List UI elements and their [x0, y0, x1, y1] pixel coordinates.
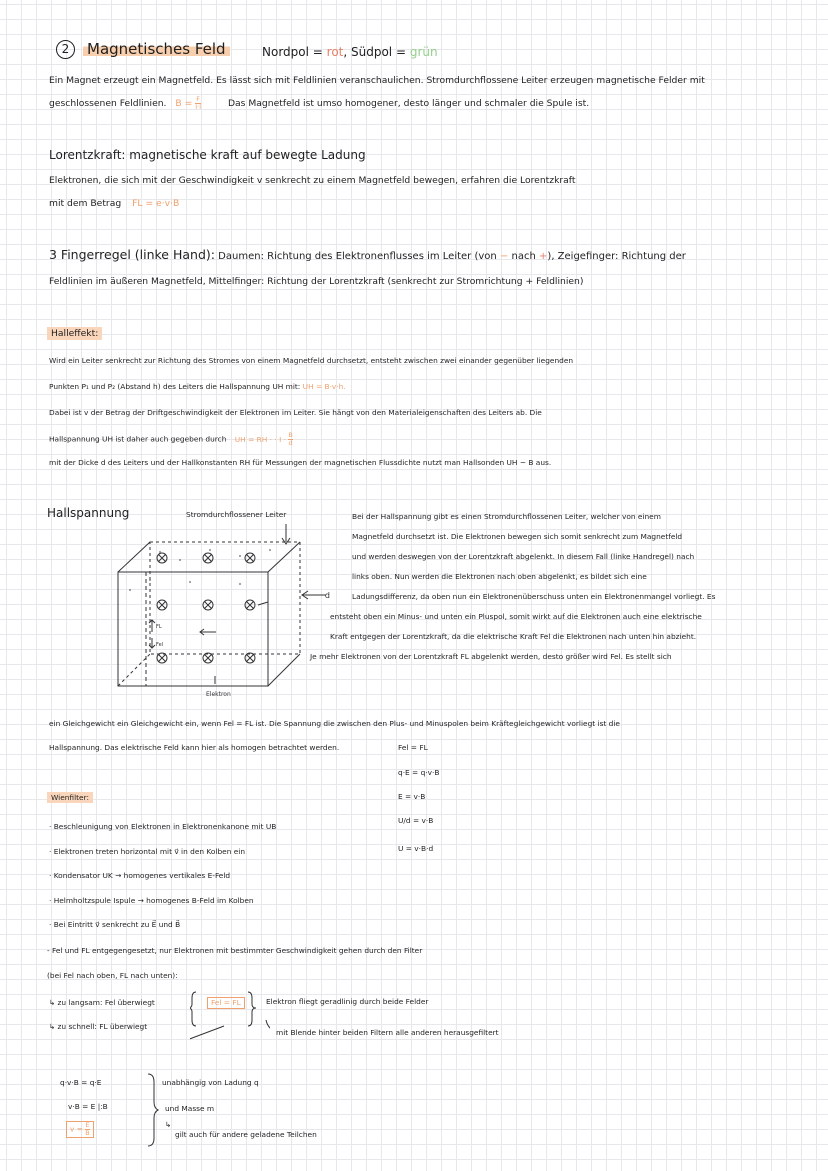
wien-item-3: · Kondensator UK → homogenes vertikales E-Feld [49, 871, 231, 880]
hall-formula-2 [234, 431, 293, 447]
formula-b-lhs: B = [175, 98, 193, 109]
label-d: d [324, 591, 330, 600]
label-fel: Fel [156, 642, 164, 648]
desc-line-3: links oben. Nun werden die Elektronen nach oben abgelenkt, es bildet sich eine [352, 572, 647, 581]
intro-homogeneous: Das Magnetfeld ist umso homogener, desto länger und schmaler die Spule ist. [227, 98, 590, 109]
wien-calc-3-lhs: v = [70, 1124, 83, 1134]
desc-line-4: Ladungsdifferenz, da oben nun ein Elektronenüberschuss unten ein Elektronenmangel vorliegt. Es [352, 592, 716, 601]
wien-calc-1: q·v·B = q·E [60, 1078, 102, 1087]
hallspannung-description [310, 512, 790, 662]
lorentz-line-2 [49, 198, 179, 210]
wien-item-5: · Bei Eintritt v⃗ senkrecht zu E⃗ und B⃗ [49, 920, 181, 929]
label-fl: FL [156, 624, 162, 630]
eq-2: q·E = q·v·B [398, 768, 440, 777]
wien-bracket [146, 1072, 160, 1148]
equilibrium-line-2: Hallspannung. Das elektrische Feld kann hier als homogen betrachtet werden. [49, 743, 340, 752]
wien-indep-2: und Masse m [165, 1104, 215, 1113]
wien-indep-3: gilt auch für andere geladene Teilchen [175, 1130, 317, 1139]
wien-item-4: · Helmholtzspule Ispule → homogenes B-Feld im Kolben [49, 896, 254, 905]
formula-b-den: I·l [195, 103, 202, 111]
hall-line-5: mit der Dicke d des Leiters und der Hallkonstanten RH für Messungen der magnetischen Flussdichte nutzt man Hallsonden UH ~ B aus. [49, 458, 552, 467]
finger-zeigefinger: ), Zeigefinger: Richtung der [547, 251, 686, 262]
lorentz-line-1: Elektronen, die sich mit der Geschwindigkeit v senkrecht zu einem Magnetfeld bewegen, erfahren die Lorentzkraft [49, 175, 576, 186]
finger-line-2: Feldlinien im äußeren Magnetfeld, Mittelfinger: Richtung der Lorentzkraft (senkrecht zur Stromrichtung + Feldlinien) [49, 276, 584, 287]
hall-frac-den: d [288, 439, 293, 447]
conductor-caption: Stromdurchflossener Leiter [186, 510, 287, 519]
formula-b-num: F [196, 95, 200, 103]
desc-line-0: Bei der Hallspannung gibt es einen Stromdurchflossenen Leiter, welcher von einem [352, 512, 661, 521]
hall-line-1: Wird ein Leiter senkrecht zur Richtung des Stromes von einem Magnetfeld durchsetzt, entsteht zwischen zwei einander gegenüber liegenden [49, 356, 574, 365]
wien-calc-3-den: B [85, 1129, 90, 1137]
eq-3: E = v·B [398, 792, 426, 801]
wien-calc-2: v·B = E |:B [68, 1102, 108, 1111]
desc-line-7: Je mehr Elektronen von der Lorentzkraft FL abgelenkt werden, desto größer wird Fel. Es stellt sich [310, 652, 672, 661]
finger-daumen: Daumen: Richtung des Elektronenflusses im Leiter (von [218, 251, 497, 262]
wien-indep-arrow: ↳ [165, 1120, 172, 1129]
hall-points: Punkten P₁ und P₂ (Abstand h) des Leiters die Hallspannung UH mit: [49, 382, 301, 391]
desc-line-2: und werden deswegen von der Lorentzkraft abgelenkt. In diesem Fall (linke Handregel) nach [352, 552, 695, 561]
hall-formula-2-a: UH = RH · [234, 434, 273, 444]
eq-1: Fel = FL [398, 743, 428, 752]
hall-heading-text: Halleffekt: [47, 327, 102, 340]
intro-line-2 [49, 96, 589, 111]
wien-calc-3-num: E [85, 1121, 90, 1129]
wien-heading [47, 793, 93, 803]
page-title [56, 40, 230, 60]
hall-formula-2-b: · I · [274, 434, 286, 444]
hallspannung-heading: Hallspannung [47, 506, 130, 520]
nordpol-label: Nordpol = [262, 45, 323, 59]
wien-calc-3 [66, 1121, 94, 1138]
lorentz-formula: FL = e·v·B [132, 198, 180, 209]
wien-item-1: · Beschleunigung von Elektronen in Elektronenkanone mit UB [49, 822, 277, 831]
title-text: Magnetisches Feld [83, 40, 230, 58]
hall-conductor-diagram [90, 520, 330, 700]
finger-heading: 3 Fingerregel (linke Hand): [49, 247, 215, 262]
nordpol-value: rot [326, 45, 344, 59]
suedpol-value: grün [409, 45, 438, 59]
formula-b-fraction [195, 96, 201, 111]
wien-fast: ↳ zu schnell: FL überwiegt [49, 1022, 148, 1031]
hall-line-3: Dabei ist v der Betrag der Driftgeschwindigkeit der Elektronen im Leiter. Sie hängt von den Materialeigenschaften des Leiters ab. Die [49, 408, 542, 417]
finger-plus: + [539, 251, 548, 262]
finger-minus: − [499, 251, 509, 262]
finger-line-1 [49, 248, 686, 264]
wien-slow: ↳ zu langsam: Fel überwiegt [49, 998, 155, 1007]
hall-line-2 [49, 382, 346, 392]
section-number: 2 [56, 40, 75, 59]
wien-straight: Elektron fliegt geradlinig durch beide Felder [266, 997, 429, 1006]
finger-nach: nach [511, 251, 536, 262]
hall-formula-1: UH = B·v·h. [302, 382, 346, 391]
desc-line-1: Magnetfeld durchsetzt ist. Die Elektronen bewegen sich somit senkrecht zum Magnetfeld [352, 532, 683, 541]
hall-alternative: Hallspannung UH ist daher auch gegeben durch [49, 434, 227, 444]
wien-heading-text: Wienfilter: [47, 792, 93, 803]
desc-line-5: entsteht oben ein Minus- und unten ein Pluspol, somit wirkt auf die Elektronen auch eine elektrische [330, 612, 702, 621]
eq-5: U = v·B·d [398, 844, 434, 853]
label-elektron: Elektron [206, 691, 231, 698]
hall-heading [47, 328, 102, 340]
wien-calc-3-frac [85, 1122, 89, 1137]
intro-line-1: Ein Magnet erzeugt ein Magnetfeld. Es lässt sich mit Feldlinien veranschaulichen. Stromdurchflossene Leiter erzeugen magnetische Felder mit [49, 75, 705, 86]
hall-formula-2-frac [288, 432, 292, 447]
hall-frac-num: B [288, 431, 293, 439]
formula-b [175, 95, 204, 111]
lorentz-betrag-label: mit dem Betrag [49, 198, 122, 209]
desc-line-6: Kraft entgegen der Lorentzkraft, da die elektrische Kraft Fel die Elektronen nach unten hin abzieht. [330, 632, 697, 641]
equilibrium-line-1: ein Gleichgewicht ein Gleichgewicht ein, wenn Fel = FL ist. Die Spannung die zwischen den Plus- und Minuspolen beim Kräftegleichgewicht vorliegt ist die [49, 719, 620, 728]
wien-dash-2: (bei Fel nach oben, FL nach unten): [47, 971, 178, 980]
eq-4: U/d = v·B [398, 816, 434, 825]
suedpol-label: , Südpol = [343, 45, 407, 59]
wien-balance: Fel = FL [207, 997, 245, 1009]
intro-text: geschlossenen Feldlinien. [49, 98, 167, 109]
wien-item-2: · Elektronen treten horizontal mit v⃗ in den Kolben ein [49, 847, 246, 856]
hall-line-4 [49, 432, 293, 447]
wien-blende: mit Blende hinter beiden Filtern alle anderen herausgefiltert [276, 1028, 499, 1037]
wien-indep-1: unabhängig von Ladung q [162, 1078, 259, 1087]
wien-dash-1: - Fel und FL entgegengesetzt, nur Elektronen mit bestimmter Geschwindigkeit gehen durch den Filter [47, 946, 423, 955]
lorentz-heading: Lorentzkraft: magnetische kraft auf bewegte Ladung [49, 148, 366, 162]
pole-colors [262, 45, 438, 60]
